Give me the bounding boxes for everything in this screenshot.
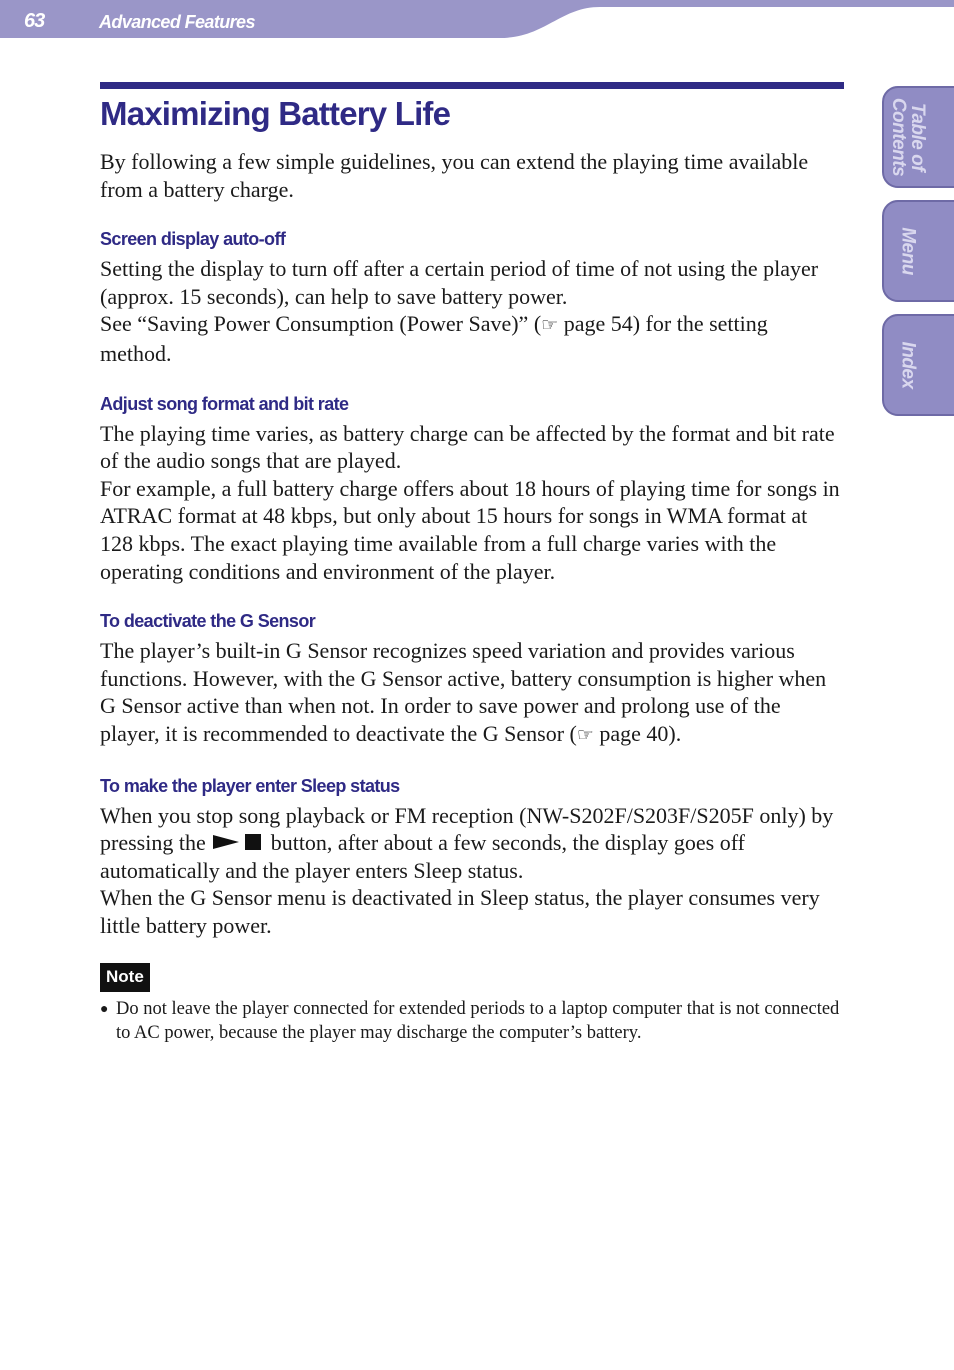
tab-table-of-contents[interactable] xyxy=(882,86,954,188)
text-span: button, after about a few seconds, the display goes off automatically and the player enters Sleep status. xyxy=(100,830,746,883)
tab-index[interactable] xyxy=(882,314,954,416)
section-paragraph: The playing time varies, as battery charge can be affected by the format and bit rate of the audio songs that are played. xyxy=(100,420,835,474)
section-paragraph xyxy=(100,802,844,885)
note-item xyxy=(100,998,850,1045)
tab-label: Index xyxy=(897,341,919,389)
text-span: When you stop song playback or FM reception (NW-S202F/S203F/S205F only) by pressing the xyxy=(100,802,834,856)
note-badge: Note xyxy=(100,963,150,992)
section-heading: To make the player enter Sleep status xyxy=(100,775,400,796)
text-span: The player’s built-in G Sensor recognizes speed variation and provides various functions. However, with the G Sensor active, battery consumption is higher when G Sensor active than when not. In order to save power and prolong use of the player, it is recommended to deactivate the G Sensor ( xyxy=(100,638,827,746)
section-paragraph: For example, a full battery charge offers about 18 hours of playing time for songs in ATRAC format at 48 kbps, but only about 15 hours for songs in WMA format at 128 kbps. The exact playing time available from a full charge varies with the operating conditions and environment of the player. xyxy=(100,475,840,584)
play-stop-icon xyxy=(211,833,265,851)
text-span: See “Saving Power Consumption (Power Save)” ( xyxy=(100,311,542,337)
section-heading: Adjust song format and bit rate xyxy=(100,393,349,414)
page-reference-link[interactable]: page 54) for the setting method. xyxy=(100,311,768,366)
page-number: 63 xyxy=(24,10,45,32)
intro-paragraph: By following a few simple guidelines, you can extend the playing time available from a battery charge. xyxy=(100,149,809,202)
section-paragraph: When the G Sensor menu is deactivated in Sleep status, the player consumes very little battery power. xyxy=(100,885,820,938)
main-content xyxy=(100,82,844,1045)
section-label: Advanced Features xyxy=(99,12,255,32)
section-paragraph xyxy=(100,310,844,367)
pointing-hand-icon: ☞ xyxy=(541,314,559,337)
page-reference-link[interactable]: page 40). xyxy=(593,720,682,746)
page-title: Maximizing Battery Life xyxy=(100,95,451,132)
section-paragraph xyxy=(100,637,844,749)
tab-label: Menu xyxy=(897,227,919,275)
tab-label: Table of Contents xyxy=(888,97,928,177)
section-heading: Screen display auto-off xyxy=(100,229,286,250)
title-rule xyxy=(100,82,844,89)
section-paragraph: Setting the display to turn off after a certain period of time of not using the player (approx. 15 seconds), can help to save battery power. xyxy=(100,256,819,309)
pointing-hand-icon: ☞ xyxy=(576,723,594,746)
note-text: Do not leave the player connected for extended periods to a laptop computer that is not connected to AC power, because the player may discharge the computer’s battery. xyxy=(116,999,840,1043)
tab-menu[interactable] xyxy=(882,200,954,302)
bullet-icon: ● xyxy=(100,1002,109,1018)
section-heading: To deactivate the G Sensor xyxy=(100,611,316,632)
